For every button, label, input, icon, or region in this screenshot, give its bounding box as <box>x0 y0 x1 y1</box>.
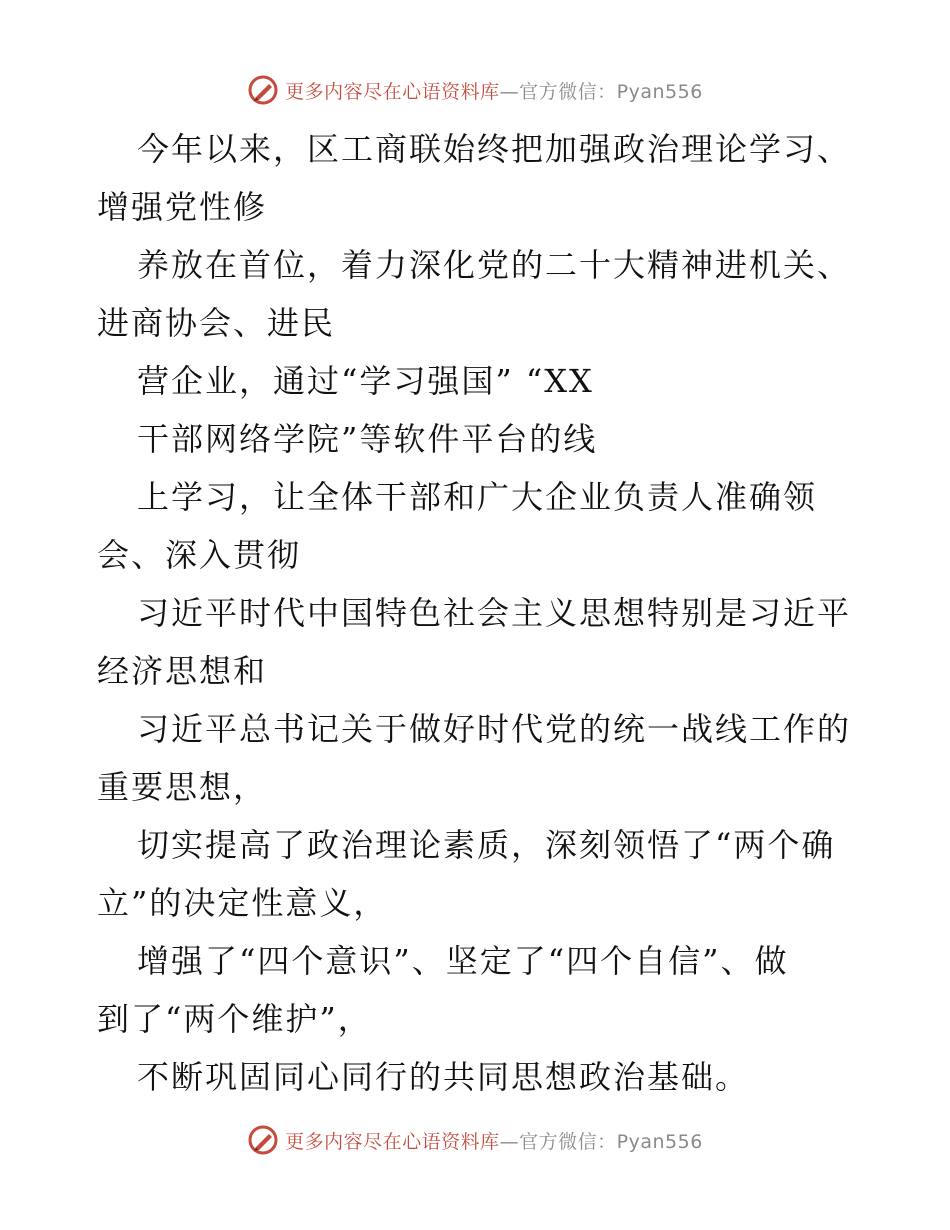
pen-logo-icon <box>247 74 279 106</box>
paragraph-line: 养放在首位，着力深化党的二十大精神进机关、 <box>137 246 852 284</box>
paragraph-line: 不断巩固同心同行的共同思想政治基础。 <box>137 1058 750 1096</box>
paragraph-line: 到了“两个维护”， <box>97 1000 372 1038</box>
watermark-text <box>285 77 703 104</box>
watermark-main: 更多内容尽在心语资料库 <box>285 80 500 103</box>
paragraph-line: 营企业，通过“学习强国” “XX <box>137 362 594 400</box>
paragraph-line: 切实提高了政治理论素质，深刻领悟了“两个确 <box>137 826 836 864</box>
watermark-sub: —官方微信：Pyan556 <box>499 80 703 103</box>
paragraph-line: 今年以来，区工商联始终把加强政治理论学习、 <box>137 130 852 168</box>
watermark-main: 更多内容尽在心语资料库 <box>285 1130 500 1153</box>
paragraph-line: 增强了“四个意识”、坚定了“四个自信”、做 <box>137 942 789 980</box>
paragraph-line: 习近平总书记关于做好时代党的统一战线工作的 <box>137 710 852 748</box>
paragraph-line: 上学习，让全体干部和广大企业负责人准确领 <box>137 478 818 516</box>
header-watermark <box>0 70 950 110</box>
document-body <box>97 120 857 1106</box>
watermark-sub: —官方微信：Pyan556 <box>499 1130 703 1153</box>
paragraph-line: 经济思想和 <box>97 652 268 690</box>
paragraph-line: 立”的决定性意义， <box>97 884 388 922</box>
footer-watermark <box>0 1120 950 1160</box>
paragraph-line: 进商协会、进民 <box>97 304 336 342</box>
paragraph-line: 增强党性修 <box>97 188 268 226</box>
paragraph-line: 干部网络学院”等软件平台的线 <box>137 420 598 458</box>
watermark-text <box>285 1127 703 1154</box>
paragraph-line: 会、深入贯彻 <box>97 536 302 574</box>
paragraph-line: 重要思想， <box>97 768 268 806</box>
paragraph-line: 习近平时代中国特色社会主义思想特别是习近平 <box>137 594 852 632</box>
pen-logo-icon <box>247 1124 279 1156</box>
